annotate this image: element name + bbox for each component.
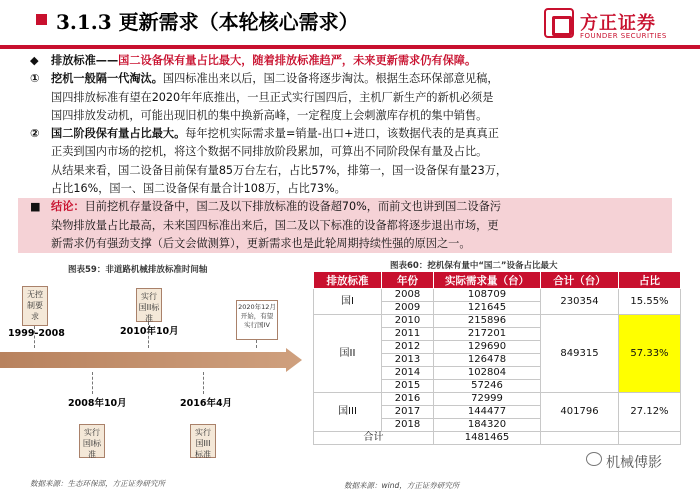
year-cell: 2009 <box>382 302 434 315</box>
table-header-row <box>314 272 681 289</box>
emission-timeline <box>0 270 302 470</box>
group-total: 230354 <box>541 289 619 315</box>
table-row <box>314 393 681 406</box>
group-name: 国III <box>314 393 382 432</box>
founder-logo <box>544 8 694 48</box>
year-cell: 2011 <box>382 328 434 341</box>
square-bullet-icon: ■ <box>30 200 41 214</box>
sum-label: 合计 <box>314 432 434 445</box>
year-cell: 2012 <box>382 341 434 354</box>
timeline-date-2016: 2016年4月 <box>180 398 233 409</box>
ownership-table <box>313 271 681 445</box>
timeline-box-stage3: 实行国III标准 <box>190 424 216 458</box>
logo-text-cn: 方正证券 <box>580 13 656 34</box>
conclusion-line3: 新需求仍有强劲支撑（后文会做测算），更新需求也是此轮周期持续性强的原因之一。 <box>18 235 672 253</box>
point2-text: 每年挖机实际需求量=销量-出口+进口，该数据代表的是真真正 <box>185 127 499 141</box>
point1-line3: 国四排放发动机，可能出现旧机的集中换新高峰，一定程度上会刺激库存机的集中销售。 <box>51 108 488 122</box>
demand-cell: 108709 <box>434 289 541 302</box>
conclusion-line2: 染物排放量占比最高，未来国四标准出来后，国二及以下标准的设备都将逐步退出市场，更 <box>18 217 672 235</box>
timeline-box-no-control: 无控制要求 <box>22 286 48 326</box>
watermark: 机械傅影 <box>606 455 662 471</box>
conclusion-head: 结论： <box>51 200 85 214</box>
timeline-caption: 图表59：非道路机械排放标准时间轴 <box>68 265 208 275</box>
col-header-year: 年份 <box>382 272 434 289</box>
table-source: 数据来源：wind，方正证券研究所 <box>344 481 460 490</box>
timeline-connector <box>92 372 93 394</box>
demand-cell: 184320 <box>434 419 541 432</box>
point2-line1 <box>30 125 674 143</box>
demand-cell: 72999 <box>434 393 541 406</box>
timeline-box-stage4: 2020年12月开始，有望实行国IV <box>236 300 278 340</box>
body-text <box>30 52 674 253</box>
page-title: 3.1.3 更新需求（本轮核心需求） <box>56 10 359 34</box>
year-cell: 2010 <box>382 315 434 328</box>
point2-line4: 占比16%，国一、国二设备保有量合计108万，占比73%。 <box>51 182 346 196</box>
wechat-icon <box>586 452 602 466</box>
demand-cell: 217201 <box>434 328 541 341</box>
table-caption: 图表60：挖机保有量中“国二”设备占比最大 <box>390 261 558 271</box>
table-sum-row <box>314 432 681 445</box>
demand-cell: 102804 <box>434 367 541 380</box>
demand-cell: 129690 <box>434 341 541 354</box>
demand-cell: 144477 <box>434 406 541 419</box>
timeline-connector <box>256 340 257 348</box>
year-cell: 2017 <box>382 406 434 419</box>
group-name: 国II <box>314 315 382 393</box>
year-cell: 2018 <box>382 419 434 432</box>
year-cell: 2008 <box>382 289 434 302</box>
header-rule <box>0 45 700 49</box>
point1-head: 挖机一般隔一代淘汰。 <box>51 72 163 86</box>
timeline-date-1999: 1999-2008 <box>8 328 65 339</box>
demand-cell: 121645 <box>434 302 541 315</box>
point2-line3: 从结果来看，国二设备目前保有量85万台左右，占比57%，排第一，国一设备保有量23万， <box>51 163 508 177</box>
group-share: 27.12% <box>619 393 681 432</box>
group-share: 15.55% <box>619 289 681 315</box>
year-cell: 2014 <box>382 367 434 380</box>
sum-value: 1481465 <box>434 432 541 445</box>
table-row <box>314 289 681 302</box>
point2-marker: ② <box>30 127 40 141</box>
timeline-connector <box>203 372 204 394</box>
timeline-source: 数据来源：生态环保部，方正证券研究所 <box>30 479 165 488</box>
group-share-highlight: 57.33% <box>619 315 681 393</box>
col-header-total: 合计（台） <box>541 272 619 289</box>
timeline-box-stage1: 实行国I标准 <box>79 424 105 458</box>
group-name: 国I <box>314 289 382 315</box>
col-header-share: 占比 <box>619 272 681 289</box>
logo-text-en: FOUNDER SECURITIES <box>580 32 667 40</box>
timeline-arrow <box>0 348 302 372</box>
founder-logo-icon <box>544 8 574 38</box>
ownership-table-wrap <box>313 271 680 445</box>
point1-text: 国四标准出来以后，国二设备将逐步淘汰。根据生态环保部意见稿， <box>162 72 499 86</box>
point1-marker: ① <box>30 72 40 86</box>
demand-cell: 215896 <box>434 315 541 328</box>
timeline-date-2010: 2010年10月 <box>120 326 179 337</box>
group-total: 401796 <box>541 393 619 432</box>
timeline-box-stage2: 实行国II标准 <box>136 288 162 322</box>
table-row <box>314 315 681 328</box>
point1-line2: 国四排放标准有望在2020年年底推出，一旦正式实行国四后，主机厂新生产的新机必须是 <box>51 90 494 104</box>
conclusion-line1 <box>18 198 672 216</box>
demand-cell: 126478 <box>434 354 541 367</box>
col-header-demand: 实际需求量（台） <box>434 272 541 289</box>
col-header-standard: 排放标准 <box>314 272 382 289</box>
summary-line <box>30 52 674 70</box>
point1-line1 <box>30 70 674 88</box>
demand-cell: 57246 <box>434 380 541 393</box>
point2-head: 国二阶段保有量占比最大。 <box>51 127 186 141</box>
year-cell: 2015 <box>382 380 434 393</box>
point2-line2: 正卖到国内市场的挖机，将这个数据不同排放阶段累加，可算出不同阶段保有量及占比。 <box>51 145 488 159</box>
summary-label: 排放标准—— <box>51 54 119 67</box>
sum-empty <box>619 432 681 445</box>
year-cell: 2013 <box>382 354 434 367</box>
conclusion-text: 目前挖机存量设备中，国二及以下排放标准的设备超70%，而前文也讲到国二设备污 <box>84 200 502 214</box>
summary-highlight: 国二设备保有量占比最大，随着排放标准趋严，未来更新需求仍有保障。 <box>118 54 477 67</box>
diamond-bullet-icon: ◆ <box>30 54 39 67</box>
year-cell: 2016 <box>382 393 434 406</box>
sum-empty <box>541 432 619 445</box>
group-total: 849315 <box>541 315 619 393</box>
timeline-date-2008: 2008年10月 <box>68 398 127 409</box>
header-square-icon <box>36 14 47 25</box>
